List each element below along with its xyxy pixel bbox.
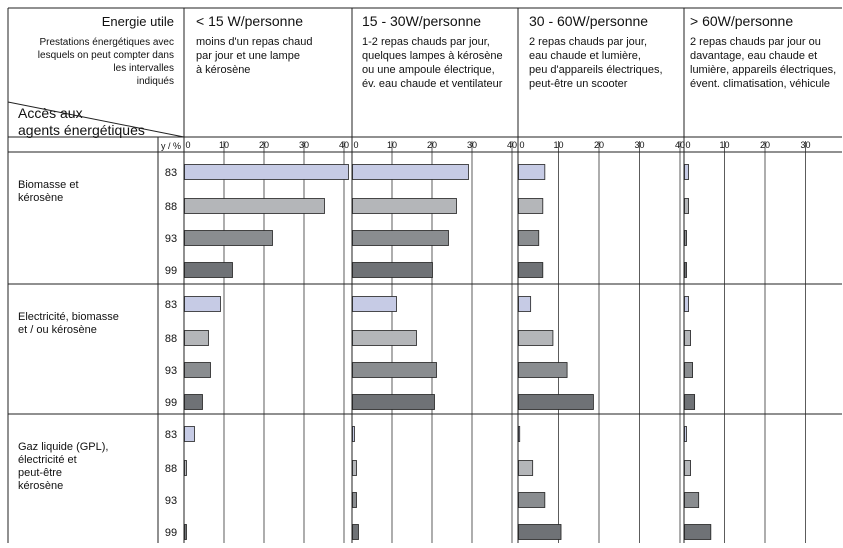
- bar-0-2-0: [519, 165, 545, 180]
- year-label: 88: [164, 463, 178, 475]
- panel-desc-line: 2 repas chauds par jour ou: [690, 36, 821, 48]
- bars-layer: [185, 165, 711, 540]
- year-label: 83: [164, 299, 178, 311]
- panel-desc-line: ou une ampoule électrique,: [362, 64, 495, 76]
- bar-2-2-0: [519, 427, 520, 442]
- bar-1-2-0: [519, 297, 531, 312]
- bar-0-3-0: [685, 165, 689, 180]
- bar-0-0-3: [185, 263, 233, 278]
- bar-0-1-3: [353, 263, 433, 278]
- year-unit-label: y / %: [160, 141, 182, 151]
- year-label: 99: [164, 265, 178, 277]
- panel-desc-line: 2 repas chauds par jour,: [529, 36, 648, 48]
- group-label-line: et / ou kérosène: [18, 324, 97, 336]
- bar-1-1-0: [353, 297, 397, 312]
- year-label: 83: [164, 167, 178, 179]
- x-tick-label: 0: [185, 140, 191, 150]
- x-tick-label: 30: [800, 140, 811, 150]
- year-label: 83: [164, 429, 178, 441]
- panel-desc-line: moins d'un repas chaud: [196, 36, 313, 48]
- bar-2-1-1: [353, 461, 357, 476]
- bar-2-0-0: [185, 427, 195, 442]
- corner-desc-line: indiqués: [136, 76, 174, 87]
- x-tick-label: 20: [426, 140, 438, 150]
- year-label: 88: [164, 333, 178, 345]
- bar-1-1-1: [353, 331, 417, 346]
- bar-0-1-2: [353, 231, 449, 246]
- bar-2-2-2: [519, 493, 545, 508]
- corner-access-label: Accès aux: [18, 105, 83, 121]
- panel-desc-line: év. eau chaude et ventilateur: [362, 78, 503, 90]
- panel-desc-line: par jour et une lampe: [196, 50, 300, 62]
- bar-0-0-0: [185, 165, 349, 180]
- x-tick-label: 20: [759, 140, 771, 150]
- x-tick-label: 30: [634, 140, 645, 150]
- bar-0-3-2: [685, 231, 687, 246]
- panel-desc-line: davantage, eau chaude et: [690, 50, 818, 62]
- corner-energy-label: Energie utile: [101, 14, 174, 29]
- group-label-line: électricité et: [18, 454, 77, 466]
- corner-desc-line: les intervalles: [113, 63, 174, 74]
- year-label: 99: [164, 527, 178, 539]
- bar-1-3-0: [685, 297, 689, 312]
- panel-desc-line: quelques lampes à kérosène: [362, 50, 503, 62]
- bar-2-3-0: [685, 427, 687, 442]
- bar-1-1-3: [353, 395, 435, 410]
- year-label: 93: [164, 495, 178, 507]
- year-label: 93: [164, 365, 178, 377]
- bar-0-3-3: [685, 263, 687, 278]
- bar-2-1-2: [353, 493, 357, 508]
- bar-2-3-3: [685, 525, 711, 540]
- corner-desc-line: Prestations énergétiques avec: [39, 37, 174, 48]
- bar-1-3-2: [685, 363, 693, 378]
- bar-2-1-3: [353, 525, 359, 540]
- x-tick-label: 40: [506, 140, 518, 150]
- year-label: 88: [164, 201, 178, 213]
- panel-desc-line: peut-être un scooter: [529, 78, 628, 90]
- bar-1-3-3: [685, 395, 695, 410]
- bar-2-0-1: [185, 461, 187, 476]
- group-label-line: kérosène: [18, 192, 64, 204]
- x-tick-label: 30: [466, 140, 478, 150]
- bar-1-0-1: [185, 331, 209, 346]
- x-tick-label: 10: [386, 140, 398, 150]
- bar-0-1-1: [353, 199, 457, 214]
- bar-1-0-3: [185, 395, 203, 410]
- bar-1-3-1: [685, 331, 691, 346]
- x-tick-label: 0: [353, 140, 359, 150]
- group-label-line: Electricité, biomasse: [18, 311, 119, 323]
- x-tick-label: 0: [685, 140, 691, 150]
- x-tick-label: 40: [674, 140, 686, 150]
- panel-title: > 60W/personne: [690, 13, 794, 29]
- corner-access-label: agents énergétiques: [18, 122, 145, 138]
- corner-desc-line: lesquels on peut compter dans: [37, 50, 174, 61]
- group-label-line: kérosène: [18, 480, 64, 492]
- bar-2-2-1: [519, 461, 533, 476]
- x-tick-label: 0: [519, 140, 525, 150]
- bar-2-3-2: [685, 493, 699, 508]
- bar-2-0-3: [185, 525, 187, 540]
- x-tick-label: 20: [258, 140, 270, 150]
- x-tick-label: 10: [218, 140, 230, 150]
- group-label-line: Gaz liquide (GPL),: [18, 441, 109, 453]
- bar-0-1-0: [353, 165, 469, 180]
- bar-1-1-2: [353, 363, 437, 378]
- x-tick-label: 30: [298, 140, 310, 150]
- bar-1-2-1: [519, 331, 553, 346]
- panel-desc-line: peu d'appareils électriques,: [529, 64, 663, 76]
- x-tick-label: 10: [719, 140, 730, 150]
- bar-1-0-2: [185, 363, 211, 378]
- panel-title: < 15 W/personne: [196, 13, 304, 29]
- x-tick-label: 40: [338, 140, 350, 150]
- panel-title: 15 - 30W/personne: [362, 13, 482, 29]
- group-label-line: Biomasse et: [18, 179, 79, 191]
- panel-desc-line: eau chaude et lumière,: [529, 50, 641, 62]
- group-label-line: peut-être: [18, 467, 63, 479]
- panel-desc-line: évent. climatisation, véhicule: [690, 78, 831, 90]
- x-tick-label: 10: [553, 140, 564, 150]
- bar-0-2-2: [519, 231, 539, 246]
- bar-2-1-0: [353, 427, 355, 442]
- year-label: 99: [164, 397, 178, 409]
- panel-desc-line: 1-2 repas chauds par jour,: [362, 36, 490, 48]
- year-label: 93: [164, 233, 178, 245]
- bar-0-2-3: [519, 263, 543, 278]
- panel-title: 30 - 60W/personne: [529, 13, 649, 29]
- bar-0-3-1: [685, 199, 689, 214]
- x-tick-label: 20: [593, 140, 605, 150]
- panel-desc-line: lumière, appareils électriques,: [690, 64, 837, 76]
- bar-0-0-1: [185, 199, 325, 214]
- bar-1-2-2: [519, 363, 568, 378]
- bar-1-2-3: [519, 395, 594, 410]
- bar-2-2-3: [519, 525, 562, 540]
- panel-desc-line: à kérosène: [196, 64, 251, 76]
- bar-0-0-2: [185, 231, 273, 246]
- bar-1-0-0: [185, 297, 221, 312]
- bar-2-3-1: [685, 461, 691, 476]
- bar-0-2-1: [519, 199, 543, 214]
